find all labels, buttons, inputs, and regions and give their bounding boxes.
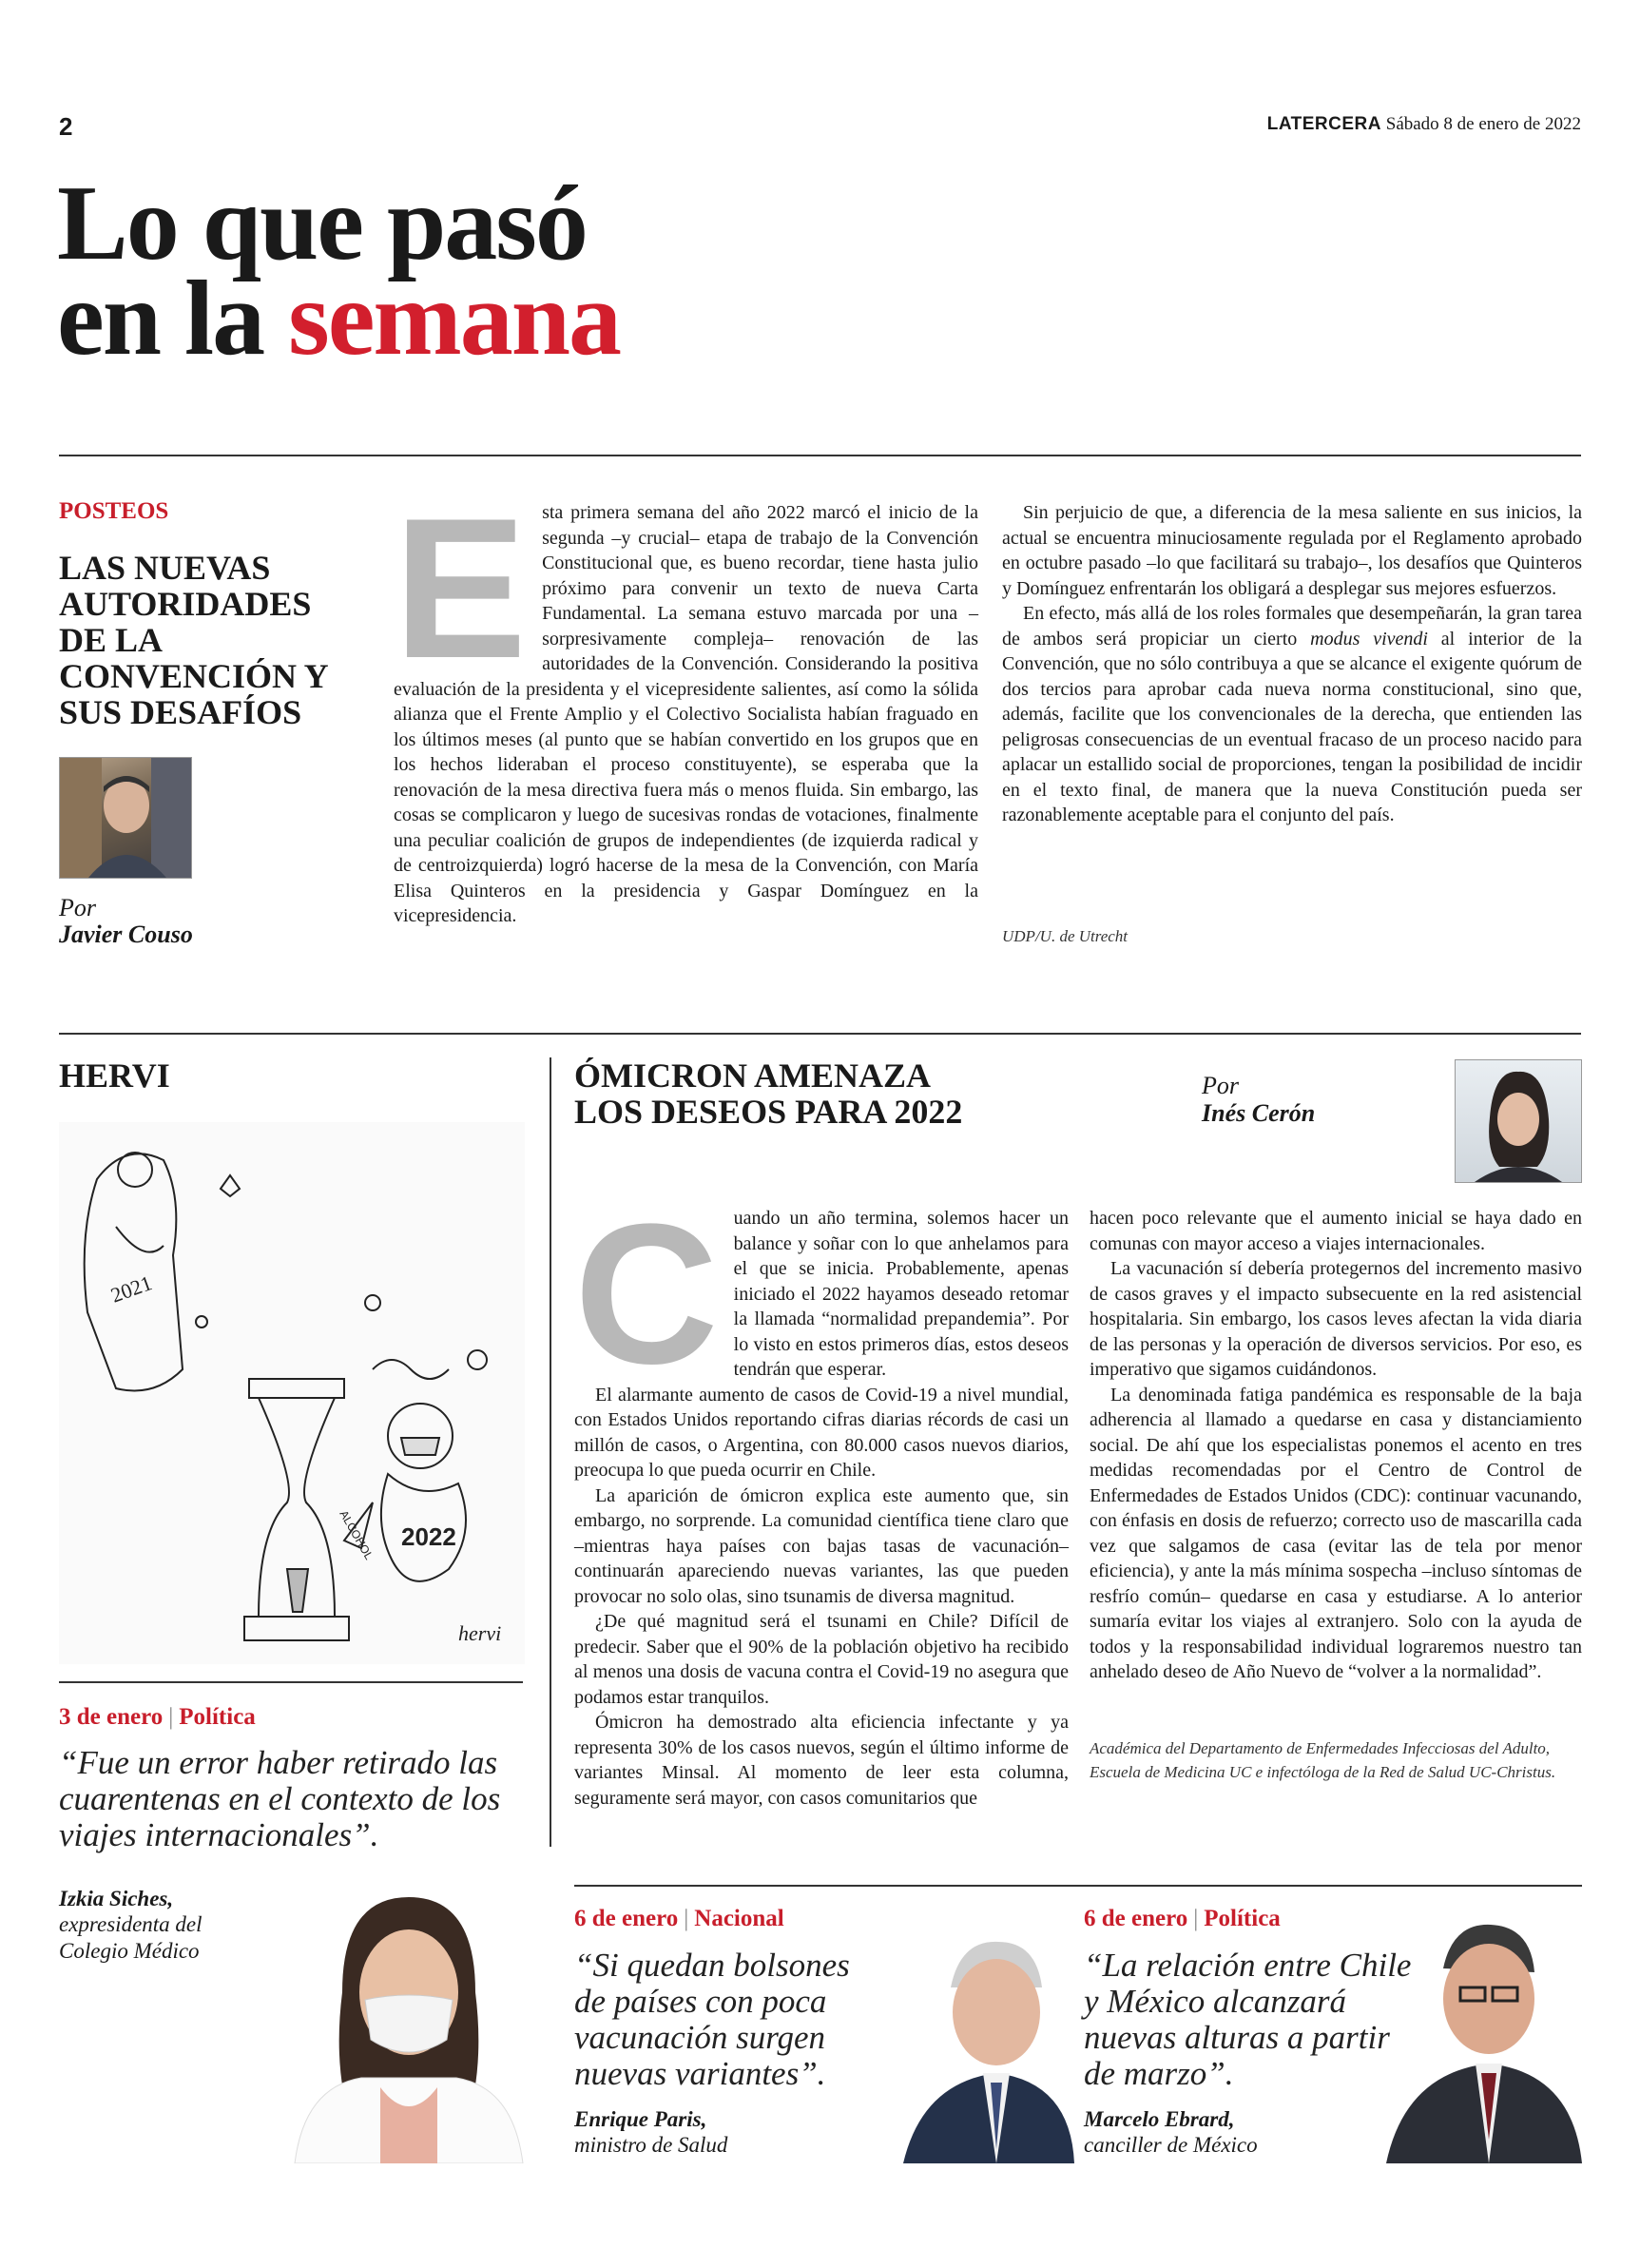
portrait-icon xyxy=(266,1878,542,2163)
quote-3-section: Política xyxy=(1204,1906,1281,1931)
hervi-label: HERVI xyxy=(59,1056,170,1095)
omicron-paragraph-3: La aparición de ómicron explica este aumento que, sin embargo, no sorprende. La comunidad científica tiene claro que –mientras haya países con bajas tasas de vacunación– continuarán apareciendo nuevas variantes, las que pueden provocar no solo olas, sino tsunamis de diversa magnitud. xyxy=(574,1484,1069,1607)
omicron-paragraph-7: La vacunación sí debería protegernos del incremento masivo de casos graves y el impacto subsecuente en la red asistencial hospitalaria. Sin embargo, los casos leves afectan la vida diaria de las personas y la operación de diversos servicios. Por eso, es imperativo que sigamos cuidándonos. xyxy=(1090,1258,1582,1380)
posteos-paragraph-3 xyxy=(1002,601,1582,828)
posteos-signoff: UDP/U. de Utrecht xyxy=(1002,927,1129,945)
year-2022: 2022 xyxy=(401,1522,456,1551)
dropcap-e: E xyxy=(394,476,528,700)
quote-3-name: Marcelo Ebrard, xyxy=(1084,2107,1235,2131)
quote-3-date: 6 de enero xyxy=(1084,1906,1188,1931)
p3-part-a: En efecto, más allá de los roles formales que desempeñarán, la gran tarea de ambos será propiciar un cierto xyxy=(1002,603,1582,649)
quote-1-divider xyxy=(59,1681,523,1683)
quote-2-date: 6 de enero xyxy=(574,1906,679,1931)
omicron-headline xyxy=(574,1057,962,1130)
omicron-column-1 xyxy=(574,1182,1069,1811)
omicron-paragraph-6: hacen poco relevante que el aumento inicial se haya dado en comunas con mayor acceso a viajes internacionales. xyxy=(1090,1208,1582,1254)
omicron-paragraph-2: El alarmante aumento de casos de Covid-19 a nivel mundial, con Estados Unidos reportando cifras diarias récords de casi un millón de casos, o Argentina, con 80.000 casos nuevos diarios, preocupa lo que pueda ocurrir en Chile. xyxy=(574,1384,1069,1481)
quote-1-role-1: expresidenta del xyxy=(59,1912,203,1936)
spray-label: ALCOHOL xyxy=(337,1507,376,1562)
posteos-column-2 xyxy=(1002,500,1582,828)
quote-2-photo xyxy=(903,1930,1074,2163)
cartoonist-signature: hervi xyxy=(458,1621,502,1645)
posteos-headline: LAS NUEVAS AUTORIDADES DE LA CONVENCIÓN Y SUS DESAFÍOS xyxy=(59,549,328,731)
omicron-paragraph-5: Ómicron ha demostrado alta eficiencia infectante y ya representa 30% de los casos nuevos, según el último informe de variantes Minsal. Al momento de leer esta columna, seguramente será mayor, con casos comunitarios que xyxy=(574,1712,1069,1809)
omicron-signoff: Académica del Departamento de Enfermedades Infecciosas del Adulto, Escuela de Medicina UC e infectóloga de la Red de Salud UC-Christus. xyxy=(1090,1739,1556,1781)
omicron-byline-por: Por xyxy=(1202,1072,1239,1099)
portrait-icon xyxy=(903,1930,1074,2163)
author-photo-ceron xyxy=(1455,1059,1582,1183)
year-2021: 2021 xyxy=(107,1270,156,1308)
quote-2-name: Enrique Paris, xyxy=(574,2107,707,2131)
cartoon-illustration xyxy=(59,1122,525,1664)
p3-part-b: al interior de la Convención, que no sólo contribuya a que se alcance el exigente quórum de dos tercios para aprobar cada nueva norma constitucional, sino que, además, facilite que los convencionales de la derecha, que entienden las peligrosas consecuencias de un eventual fracaso de un proceso nacido para aplacar un estallido social de proporciones, tengan la posibilidad de incidir en el texto final, de manera que la nueva Constitución pueda ser razonablemente aceptable para el conjunto del país. xyxy=(1002,628,1582,825)
title-accent-word: semana xyxy=(288,260,621,378)
quote-1-dateline: 3 de enero | Política xyxy=(59,1704,256,1730)
section-label-posteos: POSTEOS xyxy=(59,498,169,524)
dropcap-c: C xyxy=(574,1182,719,1405)
quote-3-attribution xyxy=(1084,2107,1258,2159)
omicron-paragraph-8: La denominada fatiga pandémica es responsable de la baja adherencia al llamado a quedarse en casa y distanciamiento social. De ahí que los especialistas ponemos el acento en tres medidas recomendadas por el Centro de Control de Enfermedades de Estados Unidos (CDC): continuar vacunando, con énfasis en dosis de refuerzo; correcto uso de mascarilla cada vez que salgamos de casa (evitar las de tela por menor eficiencia), y ante la más mínima sospecha –incluso síntomas de resfrío común– quedarse en casa y estudiarse. A lo anterior sumaría evitar los viajes al extranjero. Solo con la ayuda de todos y la responsabilidad individual lograremos nuestro tan anhelado deseo de Año Nuevo de “volver a la normalidad”. xyxy=(1090,1384,1582,1682)
top-divider xyxy=(59,455,1581,456)
omicron-headline-line-2: LOS DESEOS PARA 2022 xyxy=(574,1093,963,1131)
title-line-1: Lo que pasó xyxy=(57,165,587,282)
posteos-paragraph-1: sta primera semana del año 2022 marcó el inicio de la segunda –y crucial– etapa de trabajo de la Convención Constitucional que, es bueno recordar, tiene hasta julio próximo para convenir un texto de nueva Carta Fundamental. La semana estuvo marcada por una –sorpresivamente compleja– renovación de las autoridades de la Convención. Considerando la positiva evaluación de la presidenta y el vicepresidente salientes, así como la sólida alianza que el Frente Amplio y el Colectivo Socialista habían fraguado en los últimos meses (al punto que se habían convertido en los grupos que en los hechos lideraban el proceso constituyente), se esperaba que la renovación de la mesa directiva fuera más o menos fluida. Sin embargo, las cosas se complicaron y luego de sucesivas rondas de votaciones, finalmente una peculiar coalición de grupos de independientes (de izquierda radical y de centroizquierda) logró hacerse de la mesa de la Convención, con María Elisa Quinteros en la presidencia y Gaspar Domínguez en la vicepresidencia. xyxy=(394,502,978,926)
page-title xyxy=(57,165,621,378)
omicron-column-2 xyxy=(1090,1206,1582,1685)
quote-3-dateline: 6 de enero | Política xyxy=(1084,1906,1281,1931)
quote-2-attribution xyxy=(574,2107,727,2159)
quote-3-text: “La relación entre Chile y México alcanzará nuevas alturas a partir de marzo”. xyxy=(1084,1947,1412,2092)
cartoon-icon xyxy=(59,1122,525,1664)
brand-logo: LATERCERA xyxy=(1266,114,1381,134)
quote-1-section: Política xyxy=(179,1704,256,1730)
portrait-icon xyxy=(60,758,191,878)
quote-3-photo xyxy=(1386,1911,1582,2163)
portrait-icon xyxy=(1456,1060,1581,1182)
omicron-headline-line-1: ÓMICRON AMENAZA xyxy=(574,1056,931,1095)
quote-3-role: canciller de México xyxy=(1084,2133,1258,2157)
quote-2-text: “Si quedan bolsones de países con poca vacunación surgen nuevas variantes”. xyxy=(574,1947,850,2092)
quote-1-attribution xyxy=(59,1887,287,1965)
title-line-2 xyxy=(57,260,621,378)
author-photo-couso xyxy=(59,757,192,879)
vertical-divider xyxy=(550,1057,551,1847)
page-number: 2 xyxy=(59,112,73,141)
quote-2-role: ministro de Salud xyxy=(574,2133,728,2157)
quote-2-dateline: 6 de enero | Nacional xyxy=(574,1906,784,1931)
omicron-paragraph-1: uando un año termina, solemos hacer un balance y soñar con lo que anhelamos para el que se inicia. Probablemente, apenas iniciado el 2022 hayamos deseado retomar la llamada “normalidad prepandemia”. Por lo visto en estos primeros días, estos deseos tendrán que esperar. xyxy=(733,1208,1069,1380)
masthead xyxy=(1267,114,1581,135)
quote-1-name: Izkia Siches, xyxy=(59,1887,174,1910)
p3-emphasis: modus vivendi xyxy=(1310,628,1428,649)
byline-por: Por xyxy=(59,894,96,921)
omicron-byline-author: Inés Cerón xyxy=(1202,1099,1316,1127)
bottom-quotes-divider xyxy=(574,1885,1582,1887)
posteos-paragraph-2: Sin perjuicio de que, a diferencia de la mesa saliente en sus inicios, la actual se encuentra minuciosamente regulada por el Reglamento aprobado en octubre pasado –lo que facilitará su trabajo–, los desafíos que Quinteros y Domínguez enfrentarán los obligará a desplegar sus mejores esfuerzos. xyxy=(1002,502,1582,599)
quote-1-text: “Fue un error haber retirado las cuarentenas en el contexto de los viajes internacionales”. xyxy=(59,1744,501,1853)
portrait-icon xyxy=(1386,1911,1582,2163)
byline-author: Javier Couso xyxy=(59,921,193,948)
issue-date: Sábado 8 de enero de 2022 xyxy=(1385,114,1581,134)
quote-1-role-2: Colegio Médico xyxy=(59,1939,200,1963)
quote-1-date: 3 de enero xyxy=(59,1704,164,1730)
posteos-column-1 xyxy=(394,476,978,929)
title-line-2a: en la xyxy=(57,260,289,378)
omicron-paragraph-4: ¿De qué magnitud será el tsunami en Chile? Difícil de predecir. Saber que el 90% de la población objetivo ha recibido al menos una dosis de vacuna contra el Covid-19 no asegura que podamos estar tranquilos. xyxy=(574,1611,1069,1708)
middle-divider xyxy=(59,1033,1581,1035)
quote-2-section: Nacional xyxy=(694,1906,784,1931)
quote-1-photo xyxy=(266,1878,542,2163)
